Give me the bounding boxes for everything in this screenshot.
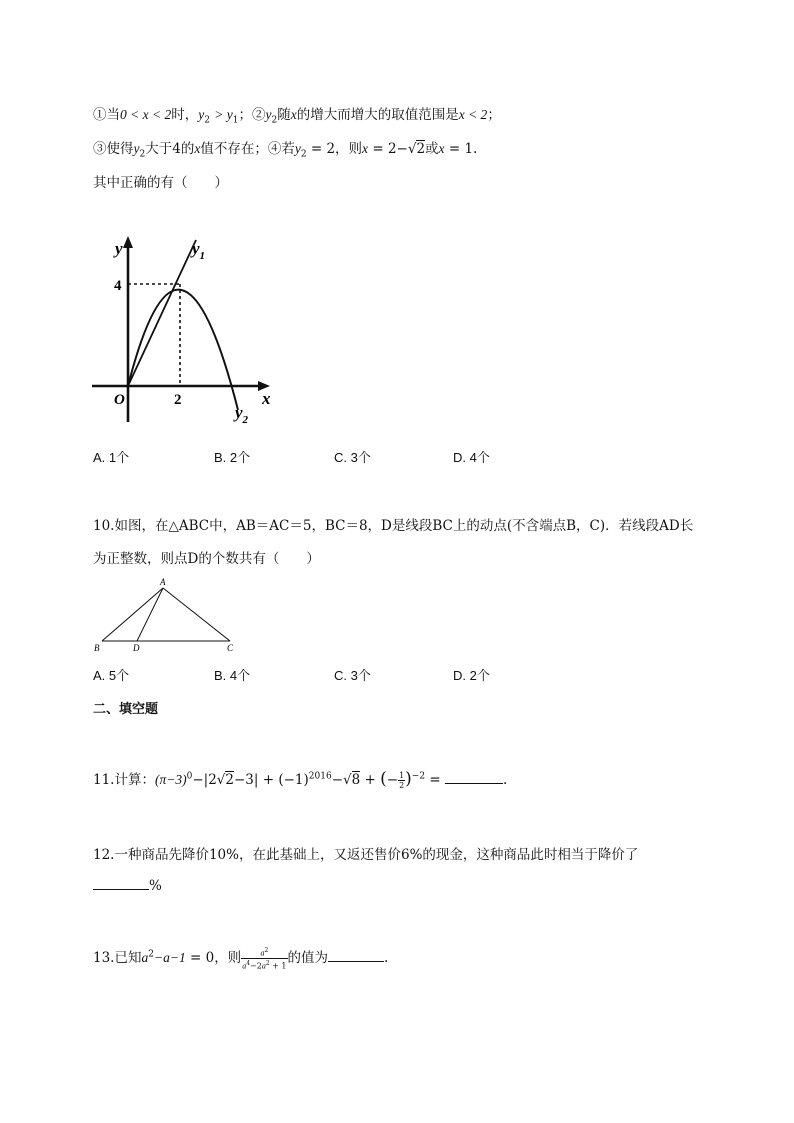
q12-answer-line: % xyxy=(93,877,162,894)
q10-text-line-2: 为正整数，则点D的个数共有（ ） xyxy=(93,551,320,567)
line-y1 xyxy=(128,240,196,386)
section-heading-fill-in: 二、填空题 xyxy=(93,701,159,716)
q10-text-line-1: 10.如图，在△ABC中，AB＝AC＝5，BC＝8，D是线段BC上的动点(不含端点B，C)．若线段AD长 xyxy=(93,518,694,534)
point-d-label: D xyxy=(133,643,140,653)
q9-condition-line-1: ①当0 < x < 2时，$y_2 > y_1$；$②y_2$随x的增大而增大的取值范围是x < 2； xyxy=(93,107,501,126)
segment-ac xyxy=(163,588,230,641)
q10-option-d[interactable]: D. 2个 xyxy=(453,668,490,683)
q13-answer-blank[interactable] xyxy=(328,949,384,962)
q9-function-graph xyxy=(88,232,288,432)
q9-option-c[interactable]: C. 3个 xyxy=(334,450,371,465)
q11-answer-blank[interactable] xyxy=(445,771,503,784)
q10-triangle-figure xyxy=(90,576,250,654)
tick-label-y-4: 4 xyxy=(114,278,122,294)
q13-text: 13.已知$a^2-a-1 = 0$，则 $\frac{a^2}{a^4-2a^2 + 1}$ 的值为 . xyxy=(93,947,389,971)
y2-label: $y_2$ xyxy=(235,403,249,426)
segment-ad xyxy=(137,588,163,641)
q11-expression: 11.计算：$(\pi-3)^0-|2√2-3| + (-1)^{2016}-√8$ + (− $\frac{1}{2}$ )$^{-2}$ = . xyxy=(93,769,508,790)
vertex-c-label: C xyxy=(227,643,234,653)
q10-option-b[interactable]: B. 4个 xyxy=(214,668,251,683)
q12-answer-blank[interactable] xyxy=(93,877,149,890)
q9-question-prompt: 其中正确的有（ ） xyxy=(93,175,228,191)
q9-condition-line-2: ③使得$y_2$大于4的x值不存在；④若$y_2 = 2$，则x = 2−√2或x = 1. xyxy=(93,141,478,160)
y-axis-label: y xyxy=(115,239,123,258)
x-axis-label: x xyxy=(262,389,271,408)
vertex-a-label: A xyxy=(160,577,166,587)
vertex-b-label: B xyxy=(94,643,100,653)
q9-option-d[interactable]: D. 4个 xyxy=(453,450,490,465)
tick-label-x-2: 2 xyxy=(174,392,182,408)
segment-ab xyxy=(102,588,163,641)
q12-text-line-1: 12.一种商品先降价10%，在此基础上，又返还售价6%的现金，这种商品此时相当于降价了 xyxy=(93,847,639,863)
q10-option-a[interactable]: A. 5个 xyxy=(93,668,130,683)
q10-option-c[interactable]: C. 3个 xyxy=(334,668,371,683)
origin-label: O xyxy=(114,392,125,408)
y1-label: $y_1$ xyxy=(192,239,206,262)
y-axis-arrow xyxy=(123,236,133,248)
q9-option-a[interactable]: A. 1个 xyxy=(93,450,130,465)
q9-option-b[interactable]: B. 2个 xyxy=(214,450,251,465)
